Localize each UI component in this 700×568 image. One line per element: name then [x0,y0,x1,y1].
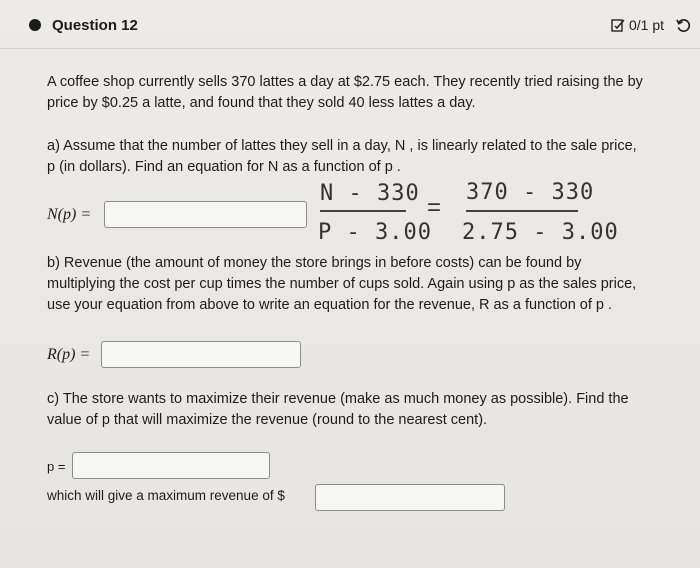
retry-icon[interactable] [676,18,691,33]
part-a-line2: p (in dollars). Find an equation for N as a function of p . [47,159,401,175]
part-c-line2: value of p that will maximize the revenue (round to the nearest cent). [47,412,488,428]
handwritten-right-denominator: 2.75 - 3.00 [462,220,619,245]
points-score: 0/1 pt [629,17,665,33]
handwritten-equals: = [427,194,442,221]
part-b-line1: b) Revenue (the amount of money the store brings in before costs) can be found by [47,255,582,271]
problem-intro-line1: A coffee shop currently sells 370 lattes a day at $2.75 each. They recently tried raising the by [47,74,643,90]
part-a-label: N(p) = [47,206,92,223]
status-bullet-icon [29,19,41,31]
part-b-line2: multiplying the cost per cup times the number of cups sold. Again using p as the sales price, [47,276,637,292]
handwritten-right-fraction-bar [466,210,578,212]
edit-icon [611,18,625,32]
handwritten-right-numerator: 370 - 330 [466,180,595,205]
r-of-p-input[interactable] [101,341,301,368]
part-b-label: R(p) = [47,346,91,363]
question-title: Question 12 [52,17,138,34]
handwritten-left-fraction-bar [320,210,406,212]
handwritten-left-numerator: N - 330 [320,181,420,206]
problem-intro-line2: price by $0.25 a latte, and found that they sold 40 less lattes a day. [47,95,476,111]
points-area [611,17,691,33]
n-of-p-input[interactable] [104,201,307,228]
part-c-p-label: p = [47,459,66,474]
part-c-revenue-label: which will give a maximum revenue of $ [47,488,285,503]
part-a-line1: a) Assume that the number of lattes they sell in a day, N , is linearly related to the sale price, [47,138,637,154]
part-c-line1: c) The store wants to maximize their revenue (make as much money as possible). Find the [47,391,629,407]
part-b-line3: use your equation from above to write an equation for the revenue, R as a function of p . [47,297,613,313]
question-header [0,0,700,49]
max-revenue-input[interactable] [315,484,505,511]
handwritten-left-denominator: P - 3.00 [318,220,432,245]
p-input[interactable] [72,452,270,479]
